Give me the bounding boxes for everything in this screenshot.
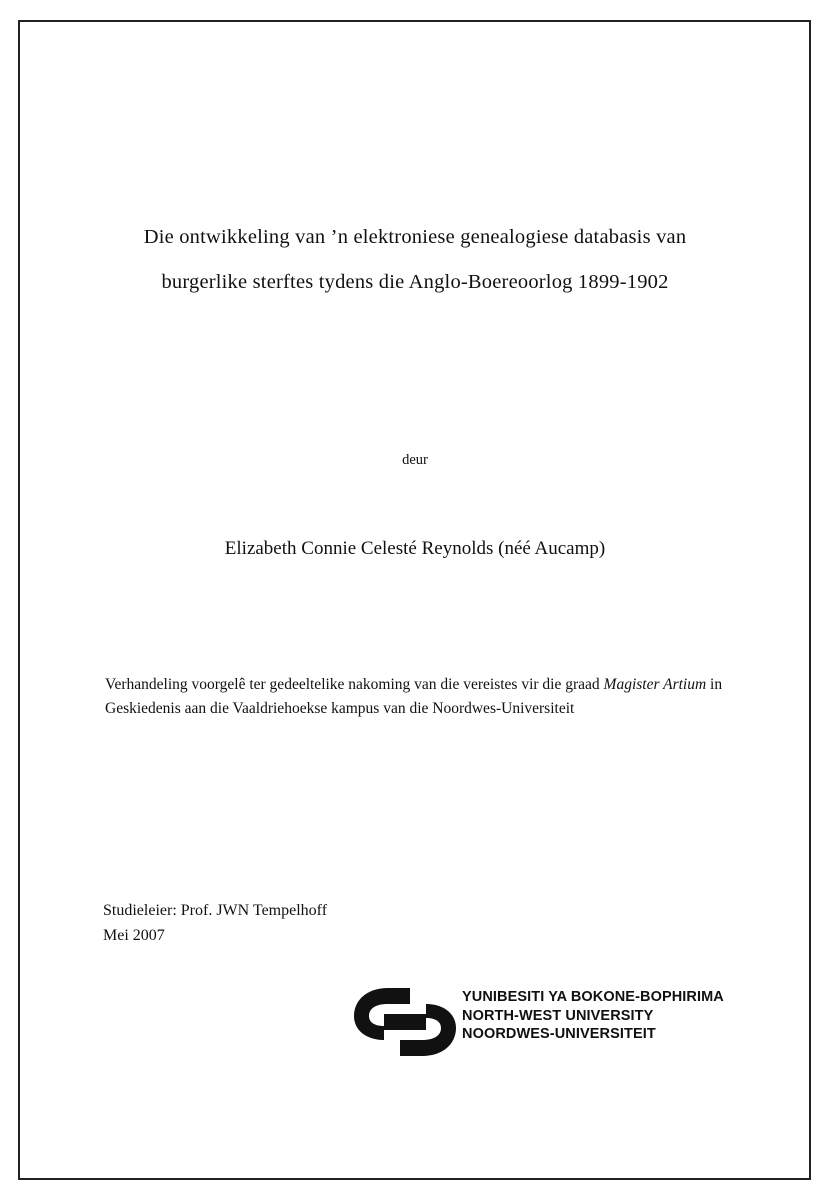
supervisor-block xyxy=(103,898,723,948)
degree-statement-part2: in Geskiedenis aan die Vaaldriehoekse kampus van die Noordwes-Universiteit xyxy=(105,676,723,717)
degree-statement xyxy=(105,673,725,721)
supervisor-line: Studieleier: Prof. JWN Tempelhoff xyxy=(103,902,328,919)
by-label: deur xyxy=(402,452,428,468)
degree-name: Magister Artium xyxy=(603,676,707,693)
date-line: Mei 2007 xyxy=(103,927,165,944)
university-logo-text xyxy=(462,988,724,1044)
author-name: Elizabeth Connie Celesté Reynolds (néé Aucamp) xyxy=(224,538,606,559)
logo-line-3: NOORDWES-UNIVERSITEIT xyxy=(462,1026,656,1042)
north-west-university-logo-icon xyxy=(350,986,460,1058)
degree-statement-text xyxy=(105,676,722,717)
logo-line-2: NORTH-WEST UNIVERSITY xyxy=(462,1007,654,1024)
page-content xyxy=(100,20,730,1180)
university-logo xyxy=(240,982,724,1062)
title-line-1: Die ontwikkeling van ’n elektroniese genealogiese databasis van xyxy=(143,226,687,248)
page-title xyxy=(100,215,730,305)
degree-statement-part1: Verhandeling voorgelê ter gedeeltelike nakoming van die vereistes vir die graad xyxy=(105,676,604,693)
logo-line-1: YUNIBESITI YA BOKONE-BOPHIRIMA xyxy=(462,989,724,1005)
title-line-2: burgerlike sterftes tydens die Anglo-Boereoorlog 1899-1902 xyxy=(161,271,669,293)
